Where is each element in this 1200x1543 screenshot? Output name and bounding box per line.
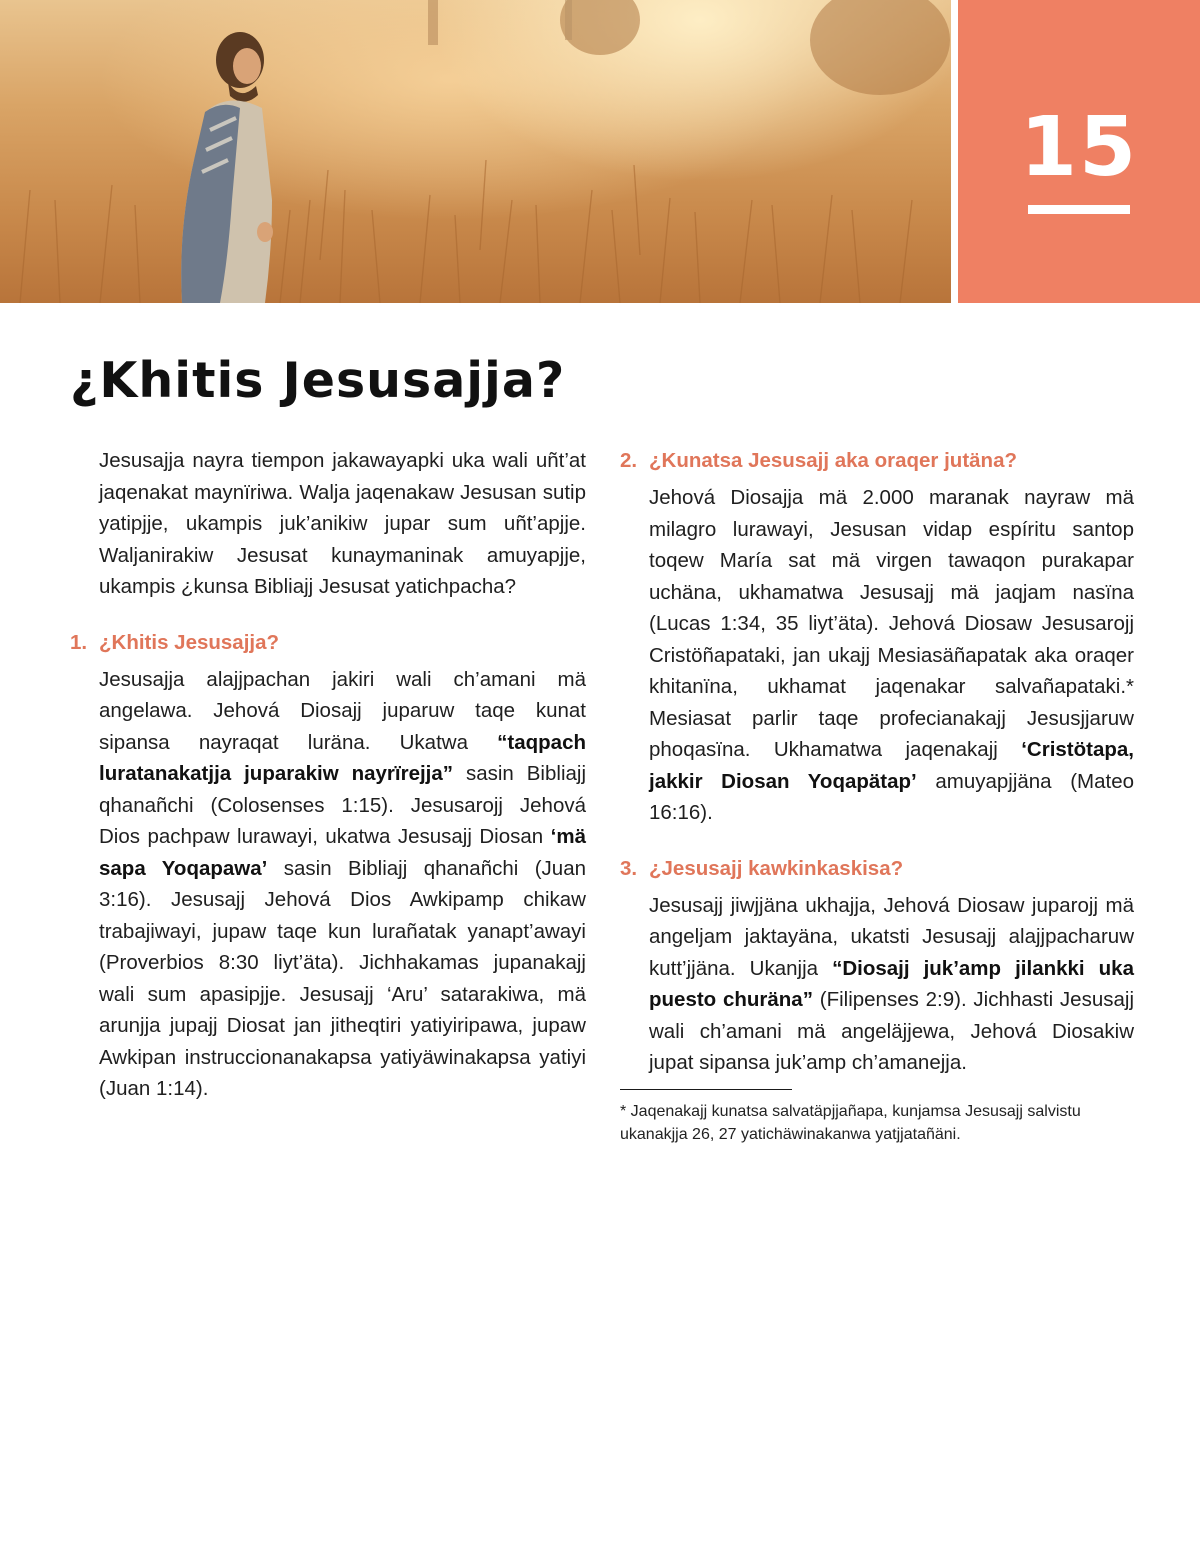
hero-image — [0, 0, 951, 303]
intro-paragraph: Jesusajja nayra tiempon jakawayapki uka wali uñt’at jaqenakat maynïriwa. Walja jaqenakaw Jesusan sutip yatipjje, ukampis juk’anikiw jupar sum uñt’apjje. Waljanirakiw Jesusat kunaymaninak amuyapjje, ukampis ¿kunsa Bibliajj Jesusat yatichpacha? — [99, 449, 586, 598]
golden-field-illustration — [0, 0, 951, 303]
bold-quote: “taqpach luratanakatjja juparakiw nayrïrejja” — [99, 730, 586, 785]
chapter-badge — [958, 0, 1200, 303]
answer-text: Jesusajj jiwjjäna ukhajja, Jehová Diosaw juparojj mä angeljam jaktayäna, ukatsti Jesusajj alajjpacharuw kutt’jjäna. Ukanjja — [649, 893, 1134, 980]
answer-text: Jehová Diosajja mä 2.000 maranak nayraw mä milagro lurawayi, Jesusan vidap espíritu santop toqew María sat mä virgen tawaqon purakapar uchäna, ukhamatwa Jesusajj mä jaqjam nasïna (Lucas 1:34, 35 liyt’äta). Jehová Diosaw Jesusarojj Cristöñapataki, jan ukajj Mesiasäñapatak aka oraqer khitanïna, ukhamat jaqenakar salvañapataki.* Mesiasat parlir taqe profecianakajj Jesusjjaruw phoqasïna. Ukhamatwa jaqenakajj — [649, 486, 1134, 761]
question-text: ¿Kunatsa Jesusajj aka oraqer jutäna? — [649, 449, 1017, 472]
chapter-underline — [1028, 205, 1130, 214]
chapter-number: 15 — [1019, 100, 1139, 195]
bold-quote: “Diosajj juk’amp jilankki uka puesto churäna” — [649, 956, 1134, 1011]
question-2-answer — [620, 482, 1134, 829]
left-column — [70, 445, 586, 1105]
question-text: ¿Khitis Jesusajja? — [99, 630, 280, 654]
answer-text: sasin Bibliajj qhanañchi (Juan 3:16). Jesusajj Jehová Dios Awkipamp chikaw trabajiwayi, jupaw taqe kun lurañatak yanapt’awayi (Proverbios 8:30 liyt’äta). Jichhakamas jupanakajj wali sum apasipjje. Jesusajj ‘Aru’ satarakiwa, mä arunjja jupajj Diosat jan jitheqtiri yatiyiripawa, jupaw Awkipan instruccionanakapsa yatiyäwinakapsa yatiyi (Juan 1:14). — [99, 856, 586, 1100]
bold-quote: ‘Cristötapa, jakkir Diosan Yoqapätap’ — [649, 738, 1134, 793]
answer-text: amuyapjjäna (Mateo 16:16). — [649, 769, 1134, 824]
question-3-heading — [620, 853, 1134, 884]
question-number: 1. — [70, 630, 88, 654]
answer-text: (Filipenses 2:9). Jichhasti Jesusajj wali ch’amani mä angeläjjewa, Jehová Diosakiw jupat sipansa juk’amp ch’amanejja. — [649, 988, 1134, 1074]
footnote-divider — [620, 1089, 792, 1090]
question-number: 2. — [620, 449, 638, 472]
right-column — [620, 445, 1134, 1146]
footnote: * Jaqenakajj kunatsa salvatäpjjañapa, kunjamsa Jesusajj salvistu ukanakjja 26, 27 yatichäwinakanwa yatjjatañäni. — [620, 1102, 1081, 1143]
answer-text: sasin Bibliajj qhanañchi (Colosenses 1:15). Jesusarojj Jehová Dios pachpaw lurawayi, ukatwa Jesusajj Diosan — [99, 762, 587, 848]
answer-text: Jesusajja alajjpachan jakiri wali ch’amani mä angelawa. Jehová Diosajj juparuw taqe kunat sipansa nayraqat luräna. Ukatwa — [99, 667, 586, 754]
question-1-heading — [70, 627, 586, 658]
question-2-heading — [620, 445, 1134, 476]
question-3-answer — [620, 890, 1134, 1079]
page-title: ¿Khitis Jesusajja? — [70, 352, 566, 409]
question-1-answer — [70, 664, 586, 1105]
question-number: 3. — [620, 856, 638, 880]
bold-quote: ‘mä sapa Yoqapawa’ — [99, 825, 586, 880]
question-text: ¿Jesusajj kawkinkaskisa? — [649, 856, 904, 880]
walking-figure — [181, 32, 273, 303]
